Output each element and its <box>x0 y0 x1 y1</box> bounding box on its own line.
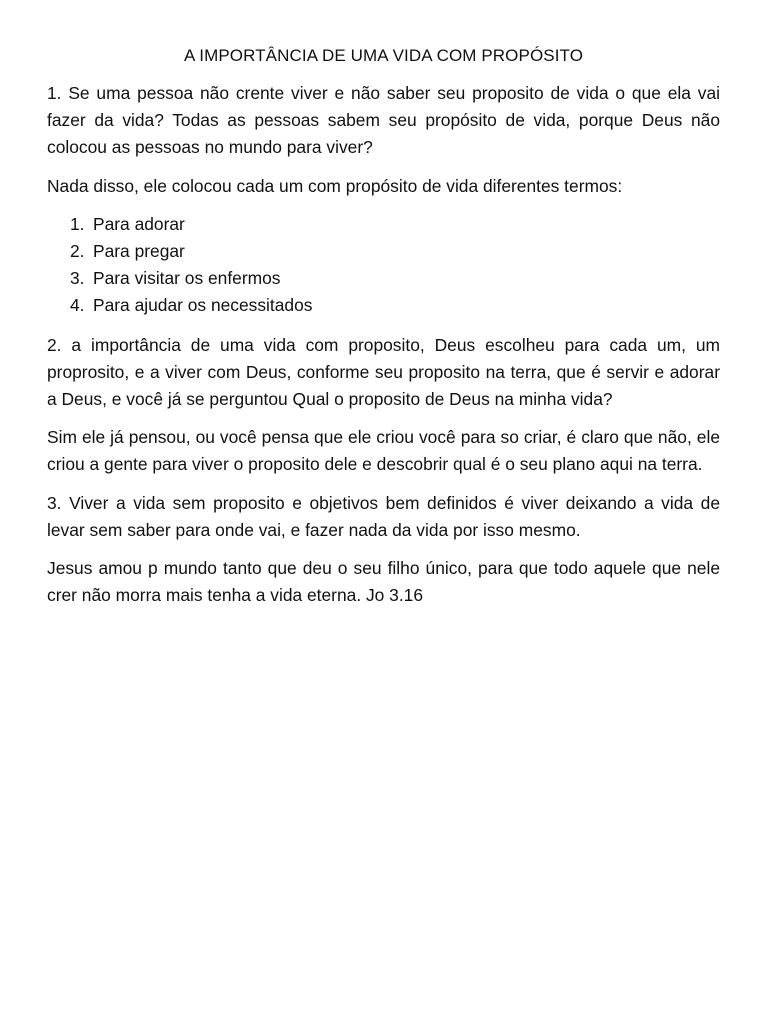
paragraph-3: 2. a importância de uma vida com proposito, Deus escolheu para cada um, um proprosito, e a viver com Deus, conforme seu proposito na terra, que é servir e adorar a Deus, e você já se perguntou Qual o proposito de Deus na minha vida? <box>47 334 720 410</box>
list-item-text: Para adorar <box>93 213 185 234</box>
list-item <box>70 265 720 292</box>
list-item-text: Para visitar os enfermos <box>93 268 281 289</box>
paragraph-2: Nada disso, ele colocou cada um com propósito de vida diferentes termos: <box>47 175 623 196</box>
list-item-number: 4. <box>70 295 85 316</box>
list-item <box>70 292 720 319</box>
list-item-text: Para pregar <box>93 241 185 262</box>
list-item-number: 1. <box>70 213 85 234</box>
list-item <box>70 211 720 238</box>
paragraph-4: Sim ele já pensou, ou você pensa que ele criou você para so criar, é claro que não, ele criou a gente para viver o proposito dele e descobrir qual é o seu plano aqui na terra. <box>47 427 720 475</box>
list-item-number: 3. <box>70 268 85 289</box>
paragraph-1: 1. Se uma pessoa não crente viver e não saber seu proposito de vida o que ela vai fazer da vida? Todas as pessoas sabem seu propósito de vida, porque Deus não colocou as pessoas no mundo para viver? <box>47 83 720 158</box>
list-item-number: 2. <box>70 241 85 262</box>
document-page <box>47 44 720 620</box>
document-title: A IMPORTÂNCIA DE UMA VIDA COM PROPÓSITO <box>183 46 584 65</box>
purpose-list <box>47 211 720 320</box>
paragraph-6: Jesus amou p mundo tanto que deu o seu filho único, para que todo aquele que nele crer não morra mais tenha a vida eterna. Jo 3.16 <box>47 558 720 606</box>
paragraph-5: 3. Viver a vida sem proposito e objetivos bem definidos é viver deixando a vida de levar sem saber para onde vai, e fazer nada da vida por isso mesmo. <box>47 492 720 540</box>
list-item-text: Para ajudar os necessitados <box>93 295 313 316</box>
list-item <box>70 238 720 265</box>
